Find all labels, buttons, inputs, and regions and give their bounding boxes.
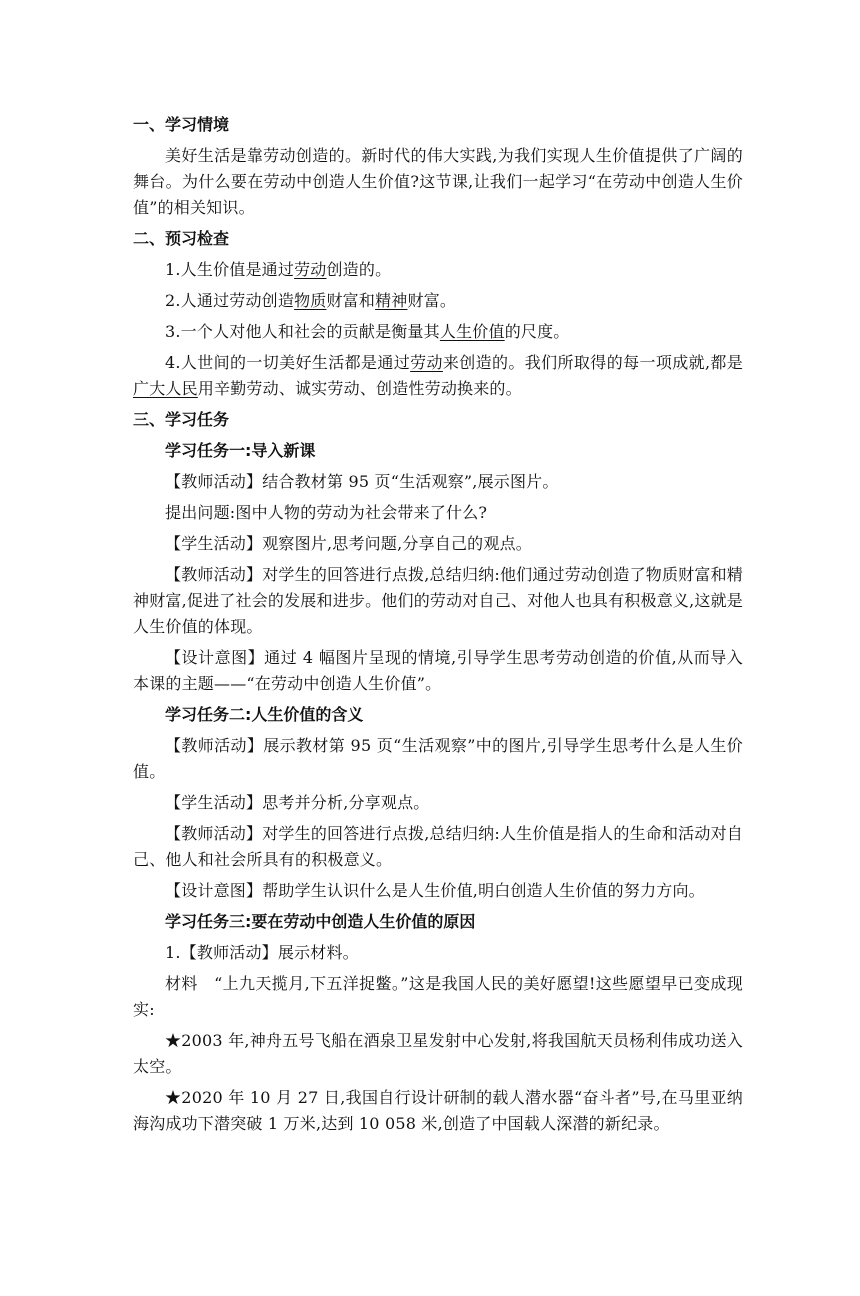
answer-blank: 广大人民: [133, 379, 198, 398]
section-heading-learning-context: 一、学习情境: [133, 115, 230, 134]
answer-blank: 劳动: [294, 260, 327, 279]
answer-blank: 劳动: [410, 353, 443, 372]
task-2-teacher-summary: 【教师活动】对学生的回答进行点拨,总结归纳:人生价值是指人的生命和活动对自己、他人和社会所具有的积极意义。: [133, 824, 743, 869]
question-text: 3.一个人对他人和社会的贡献是衡量其: [165, 322, 440, 341]
question-text: 创造的。: [326, 260, 392, 279]
task-1-student-activity: 【学生活动】观察图片,思考问题,分享自己的观点。: [165, 534, 532, 553]
question-text: 2.人通过劳动创造: [165, 291, 295, 310]
question-text: 的尺度。: [504, 322, 570, 341]
task-2-design-intent: 【设计意图】帮助学生认识什么是人生价值,明白创造人生价值的努力方向。: [165, 881, 705, 900]
question-text: 来创造的。我们所取得的每一项成就,都是: [442, 353, 743, 372]
learning-context-paragraph: 美好生活是靠劳动创造的。新时代的伟大实践,为我们实现人生价值提供了广阔的舞台。为什么要在劳动中创造人生价值?这节课,让我们一起学习“在劳动中创造人生价值”的相关知识。: [133, 146, 743, 217]
task-1-teacher-activity: 【教师活动】结合教材第 95 页“生活观察”,展示图片。: [165, 472, 559, 491]
answer-blank: 人生价值: [439, 322, 505, 341]
question-text: 1.人生价值是通过: [165, 260, 295, 279]
task-3-teacher-activity: 1.【教师活动】展示材料。: [165, 943, 359, 962]
question-text: 财富和: [326, 291, 376, 310]
preview-question-3: [133, 319, 743, 345]
task-1-question: 提出问题:图中人物的劳动为社会带来了什么?: [165, 503, 488, 522]
task-3-material-item-2: ★2020 年 10 月 27 日,我国自行设计研制的载人潜水器“奋斗者”号,在马里亚纳海沟成功下潜突破 1 万米,达到 10 058 米,创造了中国载人深潜的新纪录。: [133, 1088, 743, 1133]
answer-blank: 物质: [294, 291, 327, 310]
task-1-title: 学习任务一:导入新课: [165, 441, 316, 460]
section-heading-learning-tasks: 三、学习任务: [133, 410, 230, 429]
answer-blank: 精神: [375, 291, 408, 310]
section-heading-preview-check: 二、预习检查: [133, 229, 230, 248]
task-3-material-item-1: ★2003 年,神舟五号飞船在酒泉卫星发射中心发射,将我国航天员杨利伟成功送入太空。: [133, 1031, 743, 1076]
question-text: 4.人世间的一切美好生活都是通过: [165, 353, 411, 372]
task-2-teacher-activity: 【教师活动】展示教材第 95 页“生活观察”中的图片,引导学生思考什么是人生价值。: [133, 736, 743, 781]
question-text: 用辛勤劳动、诚实劳动、创造性劳动换来的。: [197, 379, 522, 398]
preview-question-1: [133, 257, 743, 283]
task-2-student-activity: 【学生活动】思考并分析,分享观点。: [165, 793, 430, 812]
task-1-design-intent: 【设计意图】通过 4 幅图片呈现的情境,引导学生思考劳动创造的价值,从而导入本课的主题——“在劳动中创造人生价值”。: [133, 648, 743, 693]
task-3-title: 学习任务三:要在劳动中创造人生价值的原因: [165, 912, 476, 931]
task-2-title: 学习任务二:人生价值的含义: [165, 705, 364, 724]
document-page: [133, 112, 743, 1142]
task-3-material: 材料 “上九天揽月,下五洋捉鳖。”这是我国人民的美好愿望!这些愿望早已变成现实:: [133, 974, 743, 1019]
question-text: 财富。: [407, 291, 457, 310]
preview-question-4: [133, 350, 743, 402]
preview-question-2: [133, 288, 743, 314]
task-1-teacher-summary: 【教师活动】对学生的回答进行点拨,总结归纳:他们通过劳动创造了物质财富和精神财富,促进了社会的发展和进步。他们的劳动对自己、对他人也具有积极意义,这就是人生价值的体现。: [133, 565, 743, 636]
